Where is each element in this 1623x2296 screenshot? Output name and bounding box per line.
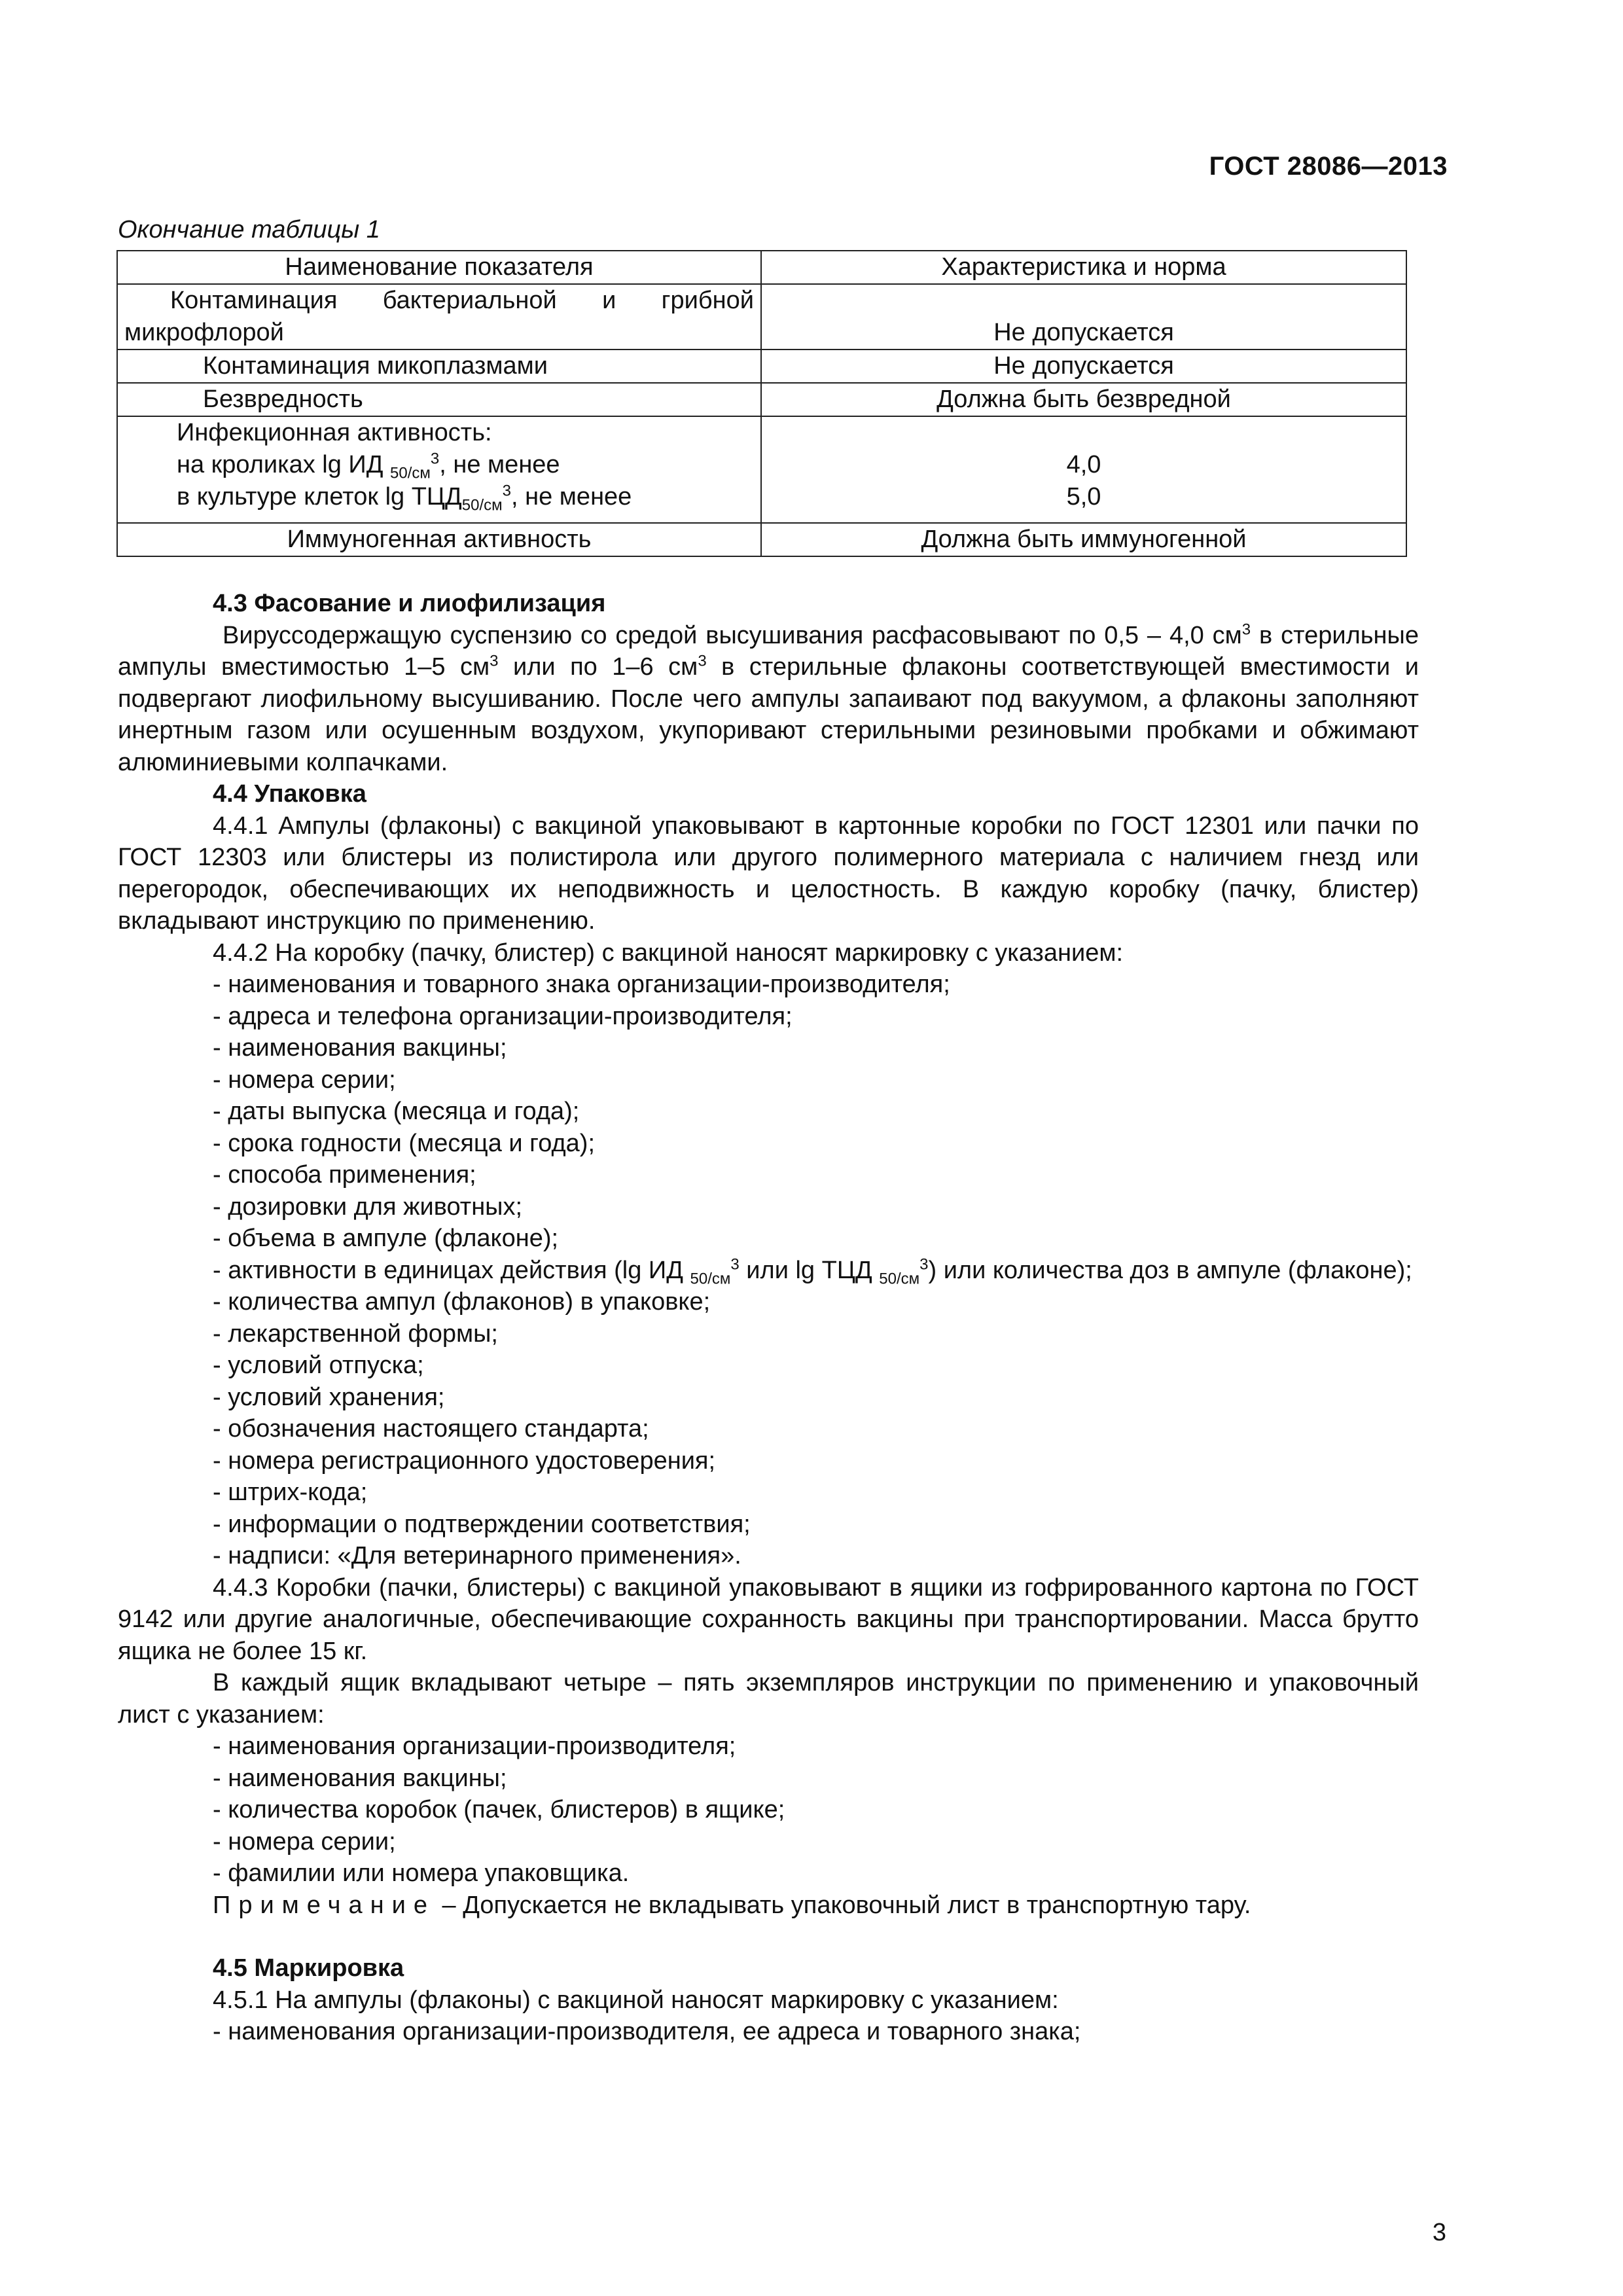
table-cell-value: Не допускается bbox=[761, 350, 1406, 383]
value-line: 4,0 bbox=[1066, 451, 1101, 478]
paragraph: 4.4.1 Ампулы (флаконы) с вакциной упаковывают в картонные коробки по ГОСТ 12301 или пачки по ГОСТ 12303 или блистеры из полистирола или другого полимерного материала с наличием гнезд или перегородок, обеспечивающих их неподвижность и целостность. В каждую коробку (пачку, блистер) вкладывают инструкцию по применению. bbox=[118, 812, 1419, 935]
spec-table bbox=[116, 250, 1407, 557]
list bbox=[118, 2016, 1419, 2048]
list bbox=[118, 969, 1419, 1255]
list-item: - наименования и товарного знака организации-производителя; bbox=[213, 971, 950, 998]
label-line: в культуре клеток $\lg ТЦД_{50/см}^3$, не менее bbox=[177, 482, 632, 514]
paragraph: 4.4.2 На коробку (пачку, блистер) с вакциной наносят маркировку с указанием: bbox=[213, 939, 1124, 967]
list-item: - срока годности (месяца и года); bbox=[213, 1129, 596, 1157]
page-number: 3 bbox=[1432, 2219, 1446, 2246]
section-heading: 4.4 Упаковка bbox=[213, 780, 366, 808]
label-word: и bbox=[602, 287, 616, 314]
list-item: - надписи: «Для ветеринарного применения». bbox=[213, 1542, 741, 1570]
list-item: - объема в ампуле (флаконе); bbox=[213, 1225, 559, 1252]
list-item: - номера регистрационного удостоверения; bbox=[213, 1446, 716, 1475]
list-item: - дозировки для животных; bbox=[213, 1193, 523, 1221]
paragraph: Вируссодержащую суспензию со средой высушивания расфасовывают по 0,5 – 4,0 $см^3$ в стерильные ампулы вместимостью 1–5 $см^3$ или по 1–6 $см^3$ в стерильные флаконы соответствующей вместимости и подвергают лиофильному высушиванию. После чего ампулы запаивают под вакуумом, а флаконы заполняют инертным газом или осушенным воздухом, укупоривают стерильными резиновыми пробками и обжимают алюминиевыми колпачками. bbox=[118, 620, 1419, 776]
value-line: 5,0 bbox=[1066, 483, 1101, 511]
table-header-cell: Наименование показателя bbox=[117, 251, 761, 284]
list-item: - наименования организации-производителя, ее адреса и товарного знака; bbox=[213, 2018, 1081, 2045]
list-item: - даты выпуска (месяца и года); bbox=[213, 1098, 580, 1125]
label-word: грибной bbox=[661, 287, 754, 314]
table-cell-label: Иммуногенная активность bbox=[117, 523, 761, 556]
spacer bbox=[118, 1921, 1419, 1952]
table-header-cell: Характеристика и норма bbox=[761, 251, 1406, 284]
list-item: - лекарственной формы; bbox=[213, 1319, 498, 1348]
list-item: - количества коробок (пачек, блистеров) в ящике; bbox=[213, 1796, 785, 1823]
list-item: - штрих-кода; bbox=[213, 1479, 368, 1506]
list-item: - номера серии; bbox=[213, 1827, 396, 1856]
table-cell-label: Контаминация микоплазмами bbox=[117, 350, 761, 383]
table-header-row bbox=[117, 251, 1406, 284]
paragraph: 4.4.3 Коробки (пачки, блистеры) с вакциной упаковывают в ящики из гофрированного картона по ГОСТ 9142 или другие аналогичные, обеспечивающие сохранность вакцины при транспортировании. Масса брутто ящика не более 15 кг. bbox=[118, 1573, 1419, 1665]
list-item: - номера серии; bbox=[213, 1066, 396, 1094]
label-word: Контаминация bbox=[170, 287, 338, 314]
list-item: - условий отпуска; bbox=[213, 1352, 424, 1379]
list-item: - наименования организации-производителя; bbox=[213, 1732, 736, 1760]
list bbox=[118, 1731, 1419, 1890]
document-body bbox=[118, 588, 1419, 2048]
paragraph: 4.5.1 На ампулы (флаконы) с вакциной наносят маркировку с указанием: bbox=[213, 1986, 1059, 2014]
table-caption: Окончание таблицы 1 bbox=[118, 216, 380, 243]
label-line bbox=[124, 285, 754, 317]
table-cell-label bbox=[117, 284, 761, 350]
note-label: Примечание bbox=[213, 1891, 435, 1919]
note bbox=[118, 1890, 1419, 1922]
document-code: ГОСТ 28086—2013 bbox=[1209, 152, 1448, 181]
table-row bbox=[117, 416, 1406, 523]
table-row bbox=[117, 284, 1406, 350]
list-item: - наименования вакцины; bbox=[213, 1034, 507, 1062]
list-item: - наименования вакцины; bbox=[213, 1764, 507, 1792]
list-item: - способа применения; bbox=[213, 1161, 476, 1189]
table-cell-value: Не допускается bbox=[761, 284, 1406, 350]
label-word: бактериальной bbox=[382, 287, 557, 314]
label-line: микрофлорой bbox=[124, 319, 284, 346]
list-item: - количества ампул (флаконов) в упаковке; bbox=[213, 1288, 711, 1316]
list-item: - условий хранения; bbox=[213, 1383, 445, 1411]
table-row bbox=[117, 383, 1406, 416]
table-cell-value bbox=[761, 416, 1406, 523]
list-item: - информации о подтверждении соответствия; bbox=[213, 1510, 751, 1538]
table-row bbox=[117, 523, 1406, 556]
list-item: - обозначения настоящего стандарта; bbox=[213, 1415, 649, 1443]
table-cell-label bbox=[117, 416, 761, 523]
label-line: Инфекционная активность: bbox=[177, 419, 492, 446]
table-cell-value: Должна быть безвредной bbox=[761, 383, 1406, 416]
section-heading: 4.5 Маркировка bbox=[213, 1954, 404, 1982]
section-heading: 4.3 Фасование и лиофилизация bbox=[213, 590, 606, 617]
note-text: – Допускается не вкладывать упаковочный лист в транспортную тару. bbox=[435, 1891, 1251, 1919]
table-row bbox=[117, 350, 1406, 383]
list-item: - активности в единицах действия (lg ИД $_{50/см}^3$ или lg ТЦД $_{50/см}^3$) или количества доз в ампуле (флаконе); bbox=[213, 1255, 1412, 1288]
paragraph: В каждый ящик вкладывают четыре – пять экземпляров инструкции по применению и упаковочный лист с указанием: bbox=[118, 1669, 1419, 1729]
list-item: - адреса и телефона организации-производителя; bbox=[213, 1002, 793, 1030]
list-item: - фамилии или номера упаковщика. bbox=[213, 1859, 630, 1887]
label-line: на кроликах lg ИД $_{50/см}^3$, не менее bbox=[177, 450, 560, 482]
table-cell-value: Должна быть иммуногенной bbox=[761, 523, 1406, 556]
list bbox=[118, 1286, 1419, 1572]
table-cell-label: Безвредность bbox=[117, 383, 761, 416]
